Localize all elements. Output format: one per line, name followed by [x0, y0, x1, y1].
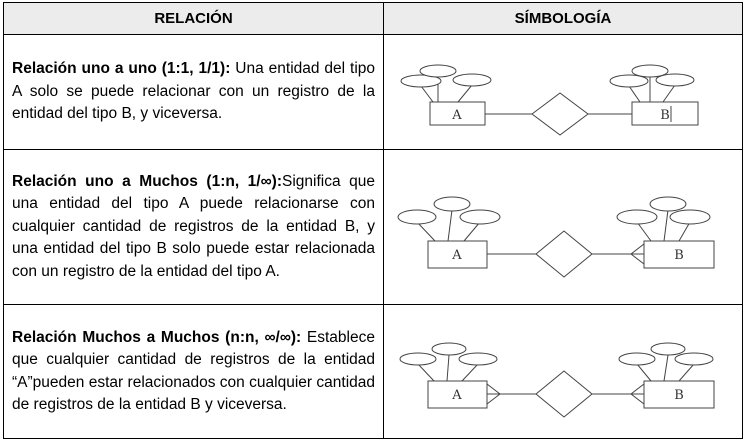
attribute-ellipse: [460, 210, 500, 224]
attribute-link: [637, 364, 651, 381]
relationship-diamond: [536, 231, 592, 277]
text-one-to-one: Una entidad del tipo A solo se puede relacionar con un registro de la entidad del tipo B, y viceversa.: [12, 60, 376, 123]
attribute-link: [679, 364, 694, 381]
crowfoot-line: [631, 254, 644, 264]
header-relacion: RELACIÓN: [4, 3, 384, 35]
attribute-link: [462, 364, 478, 381]
header-simbologia: SÍMBOLOGÍA: [384, 3, 743, 35]
attribute-ellipse: [459, 353, 497, 365]
attribute-link: [447, 355, 449, 381]
attribute-link: [464, 222, 480, 241]
attribute-link: [664, 210, 668, 241]
description-one-to-many: [4, 150, 384, 305]
crowfoot-line: [631, 384, 644, 394]
entity-b-label: B: [674, 387, 684, 403]
text-one-to-many: Significa que una entidad del tipo A puede relacionarse con cualquier cantidad de registros de la entidad B, y una entidad del tipo B solo puede estar relacionada con un registro de la entidad del tipo A.: [12, 172, 375, 280]
attribute-ellipse: [650, 197, 686, 211]
attribute-link: [418, 364, 434, 381]
relations-table: [3, 2, 743, 439]
attribute-link: [663, 85, 675, 102]
row-one-to-many: [4, 150, 743, 305]
crowfoot-line: [487, 384, 500, 394]
text-many-to-many: Establece que cualquier cantidad de registros de la entidad “A”pueden estar relacionados con cualquier cantidad de registros de la entidad B y viceversa.: [12, 328, 375, 413]
attribute-ellipse: [400, 353, 436, 365]
crowfoot-line: [631, 244, 644, 254]
relationship-diamond: [536, 371, 592, 417]
relationship-diamond: [532, 93, 588, 135]
entity-a-label: A: [452, 387, 462, 403]
attribute-link: [448, 210, 452, 241]
attribute-link: [458, 85, 472, 102]
crowfoot-line: [631, 394, 644, 404]
symbol-one-to-many: [384, 150, 743, 305]
title-many-to-many: Relación Muchos a Muchos (n:n, ∞/∞):: [12, 328, 302, 346]
attribute-link: [637, 222, 651, 241]
entity-b-label: B: [660, 107, 670, 123]
symbol-one-to-one: [384, 35, 743, 150]
description-one-to-one: [4, 35, 384, 150]
symbol-many-to-many: [384, 305, 743, 439]
attribute-link: [421, 86, 433, 102]
attribute-ellipse: [651, 343, 685, 355]
er-diagram-many-to-many: [388, 312, 738, 432]
attribute-ellipse: [656, 74, 694, 86]
entity-a-label: A: [452, 248, 462, 263]
attribute-ellipse: [453, 74, 491, 86]
attribute-ellipse: [434, 197, 470, 211]
entity-a-label: A: [452, 107, 462, 123]
title-one-to-many: Relación uno a Muchos (1:n, 1/∞):: [12, 172, 282, 190]
attribute-link: [679, 222, 690, 241]
attribute-ellipse: [420, 65, 456, 77]
entity-b-label: B: [674, 248, 684, 263]
attribute-ellipse: [617, 210, 657, 224]
crowfoot-line: [487, 394, 500, 404]
attribute-link: [664, 355, 668, 381]
attribute-ellipse: [675, 353, 713, 365]
attribute-ellipse: [398, 210, 436, 224]
row-many-to-many: [4, 305, 743, 439]
attribute-link: [629, 86, 640, 102]
attribute-ellipse: [432, 343, 466, 355]
description-many-to-many: [4, 305, 384, 439]
attribute-link: [417, 222, 435, 241]
er-diagram-one-to-many: [388, 162, 738, 292]
header-row: [4, 3, 743, 35]
title-one-to-one: Relación uno a uno (1:1, 1/1):: [12, 60, 231, 78]
attribute-ellipse: [619, 353, 655, 365]
row-one-to-one: [4, 35, 743, 150]
attribute-ellipse: [670, 210, 710, 224]
er-diagram-one-to-one: [388, 40, 738, 145]
